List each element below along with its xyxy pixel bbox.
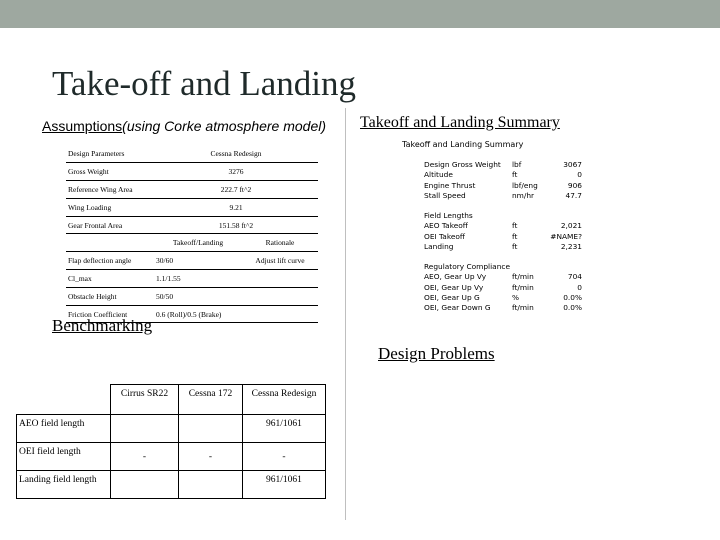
benchmark-row-label: OEI field length xyxy=(17,443,111,471)
empty-cell xyxy=(17,385,111,415)
summary-label: Stall Speed xyxy=(424,190,466,200)
table-row xyxy=(66,163,318,181)
summary-value: 0.0% xyxy=(563,292,582,302)
slide-title: Take-off and Landing xyxy=(52,64,357,103)
summary-value: #NAME? xyxy=(550,231,582,241)
summary-unit: lbf xyxy=(512,160,522,169)
benchmark-col-header: Cessna Redesign xyxy=(243,385,326,415)
benchmark-row-label: AEO field length xyxy=(17,415,111,443)
summary-row xyxy=(396,170,584,180)
summary-value: 3067 xyxy=(563,160,582,169)
benchmark-col-header: Cirrus SR22 xyxy=(111,385,179,415)
summary-row xyxy=(396,242,584,252)
table-row xyxy=(66,181,318,199)
summary-label: OEI, Gear Up G xyxy=(424,292,480,302)
assumption-value: 30/60 xyxy=(154,252,242,270)
assumption-param: Flap deflection angle xyxy=(66,252,154,270)
column-divider xyxy=(345,108,346,520)
assumption-param: Gear Frontal Area xyxy=(66,216,154,234)
design-problems-heading: Design Problems xyxy=(378,344,495,363)
top-accent-bar xyxy=(0,0,720,28)
summary-group-field-lengths xyxy=(396,211,584,252)
assumption-value: 222.7 ft^2 xyxy=(154,181,318,199)
summary-row xyxy=(396,191,584,201)
summary-unit: ft xyxy=(512,170,518,180)
summary-group-title-label: Field Lengths xyxy=(424,211,473,220)
summary-row xyxy=(396,303,584,313)
assumption-param: Reference Wing Area xyxy=(66,181,154,199)
benchmark-table xyxy=(16,384,326,499)
summary-label: Design Gross Weight xyxy=(424,160,501,169)
summary-label: AEO Takeoff xyxy=(424,221,468,231)
summary-unit: ft/min xyxy=(512,303,534,313)
assumption-rationale xyxy=(242,305,318,323)
summary-group-title xyxy=(396,262,584,272)
summary-value: 0.0% xyxy=(563,303,582,313)
summary-row xyxy=(396,160,584,170)
benchmark-cirrus-value: - xyxy=(111,443,179,471)
assumptions-heading-label: Assumptions xyxy=(42,118,123,134)
summary-row xyxy=(396,232,584,242)
summary-label: Altitude xyxy=(424,170,453,180)
summary-row xyxy=(396,181,584,191)
assumption-rationale xyxy=(242,270,318,288)
assumption-value: 50/50 xyxy=(154,287,242,305)
summary-value: 47.7 xyxy=(565,190,582,200)
summary-unit: ft xyxy=(512,241,518,251)
benchmark-header-row xyxy=(17,385,326,415)
empty-cell xyxy=(179,471,243,499)
summary-unit: lbf/eng xyxy=(512,180,538,190)
summary-heading: Takeoff and Landing Summary xyxy=(360,114,560,131)
summary-group-title xyxy=(396,211,584,221)
summary-unit: ft xyxy=(512,221,518,231)
assumption-rationale xyxy=(242,287,318,305)
table-row xyxy=(17,415,326,443)
summary-value: 906 xyxy=(567,180,582,190)
benchmark-row-label: Landing field length xyxy=(17,471,111,499)
assumptions-header-param: Design Parameters xyxy=(66,145,154,163)
summary-unit: ft xyxy=(512,231,518,241)
summary-label: OEI Takeoff xyxy=(424,231,466,241)
summary-label: Engine Thrust xyxy=(424,180,476,190)
summary-value: 2,231 xyxy=(560,241,582,251)
assumptions-subheading: (using Corke atmosphere model) xyxy=(122,118,327,134)
assumption-value: 1.1/1.55 xyxy=(154,270,242,288)
assumptions-heading xyxy=(42,118,326,134)
table-row xyxy=(66,270,318,288)
summary-group-weight xyxy=(396,160,584,201)
empty-cell xyxy=(179,415,243,443)
table-row xyxy=(66,252,318,270)
summary-group-compliance xyxy=(396,262,584,313)
assumptions-table xyxy=(66,145,318,323)
assumptions-subheader-row xyxy=(66,234,318,252)
summary-unit: ft/min xyxy=(512,282,534,292)
empty-cell xyxy=(111,471,179,499)
assumption-param: Wing Loading xyxy=(66,198,154,216)
benchmarking-heading: Benchmarking xyxy=(52,316,153,335)
table-row xyxy=(66,216,318,234)
summary-unit: nm/hr xyxy=(512,190,535,200)
summary-panel xyxy=(396,140,584,312)
assumption-param: Gross Weight xyxy=(66,163,154,181)
summary-row xyxy=(396,221,584,231)
assumptions-header-value: Cessna Redesign xyxy=(154,145,318,163)
assumption-param: Friction Coefficient xyxy=(66,305,154,323)
benchmark-redesign-value: 961/1061 xyxy=(243,471,326,499)
assumption-param: Cl_max xyxy=(66,270,154,288)
table-row xyxy=(17,443,326,471)
top-accent-gap xyxy=(0,28,720,32)
summary-value: 704 xyxy=(567,272,582,282)
summary-unit: ft/min xyxy=(512,272,534,282)
summary-unit: % xyxy=(512,292,520,302)
summary-row xyxy=(396,272,584,282)
assumption-value: 151.58 ft^2 xyxy=(154,216,318,234)
summary-row xyxy=(396,283,584,293)
benchmark-col-header: Cessna 172 xyxy=(179,385,243,415)
summary-value: 0 xyxy=(577,282,582,292)
summary-label: OEI, Gear Up Vy xyxy=(424,282,484,292)
summary-value: 2,021 xyxy=(560,221,582,231)
assumptions-header-row xyxy=(66,145,318,163)
table-row xyxy=(66,287,318,305)
assumption-value: 3276 xyxy=(154,163,318,181)
empty-cell xyxy=(66,234,154,252)
benchmark-redesign-value: - xyxy=(243,443,326,471)
summary-label: AEO, Gear Up Vy xyxy=(424,272,487,282)
assumption-rationale: Adjust lift curve xyxy=(242,252,318,270)
summary-group-title-label: Regulatory Compliance xyxy=(424,262,510,271)
benchmark-cessna-value: - xyxy=(179,443,243,471)
table-row xyxy=(66,198,318,216)
assumption-value: 9.21 xyxy=(154,198,318,216)
summary-label: OEI, Gear Down G xyxy=(424,303,491,313)
benchmark-redesign-value: 961/1061 xyxy=(243,415,326,443)
assumptions-subheader-left: Takeoff/Landing xyxy=(154,234,242,252)
summary-label: Landing xyxy=(424,241,454,251)
empty-cell xyxy=(111,415,179,443)
assumption-value: 0.6 (Roll)/0.5 (Brake) xyxy=(154,305,242,323)
assumptions-subheader-right: Rationale xyxy=(242,234,318,252)
summary-row xyxy=(396,293,584,303)
table-row xyxy=(17,471,326,499)
summary-panel-title: Takeoff and Landing Summary xyxy=(402,140,524,149)
assumption-param: Obstacle Height xyxy=(66,287,154,305)
summary-value: 0 xyxy=(577,170,582,180)
